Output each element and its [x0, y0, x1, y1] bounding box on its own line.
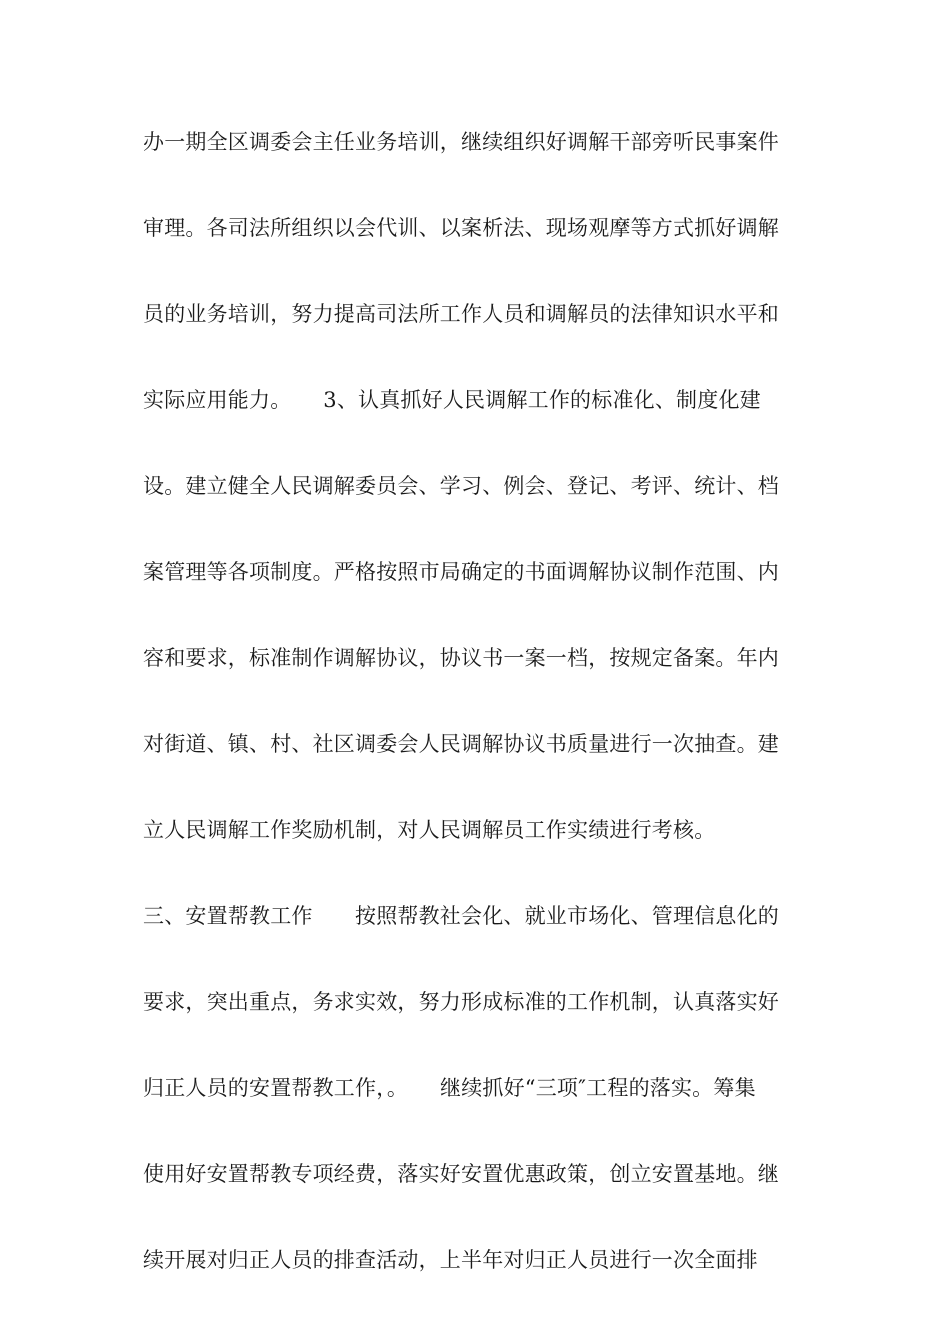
text-line: 归正人员的安置帮教工作，。 继续抓好“三项″工程的落实。筹集: [143, 1076, 756, 1100]
text-line: 续开展对归正人员的排查活动，上半年对归正人员进行一次全面排: [143, 1248, 758, 1272]
text-line: 实际应用能力。 3、认真抓好人民调解工作的标准化、制度化建: [143, 388, 761, 412]
text-line: 审理。各司法所组织以会代训、以案析法、现场观摩等方式抓好调解: [143, 216, 779, 240]
text-line: 容和要求，标准制作调解协议，协议书一案一档，按规定备案。年内: [143, 646, 779, 670]
body-text: [143, 116, 823, 1320]
text-line: 立人民调解工作奖励机制，对人民调解员工作实绩进行考核。: [143, 818, 716, 842]
text-line: 设。建立健全人民调解委员会、学习、例会、登记、考评、统计、档: [143, 474, 779, 498]
text-line: 要求，突出重点，务求实效，努力形成标准的工作机制，认真落实好: [143, 990, 779, 1014]
text-line: 案管理等各项制度。严格按照市局确定的书面调解协议制作范围、内: [143, 560, 779, 584]
text-line: 对街道、镇、村、社区调委会人民调解协议书质量进行一次抽查。建: [143, 732, 779, 756]
text-line: 使用好安置帮教专项经费，落实好安置优惠政策，创立安置基地。继: [143, 1162, 779, 1186]
text-line: 员的业务培训，努力提高司法所工作人员和调解员的法律知识水平和: [143, 302, 779, 326]
text-line: 办一期全区调委会主任业务培训，继续组织好调解干部旁听民事案件: [143, 130, 779, 154]
text-line: 三、安置帮教工作 按照帮教社会化、就业市场化、管理信息化的: [143, 904, 779, 928]
